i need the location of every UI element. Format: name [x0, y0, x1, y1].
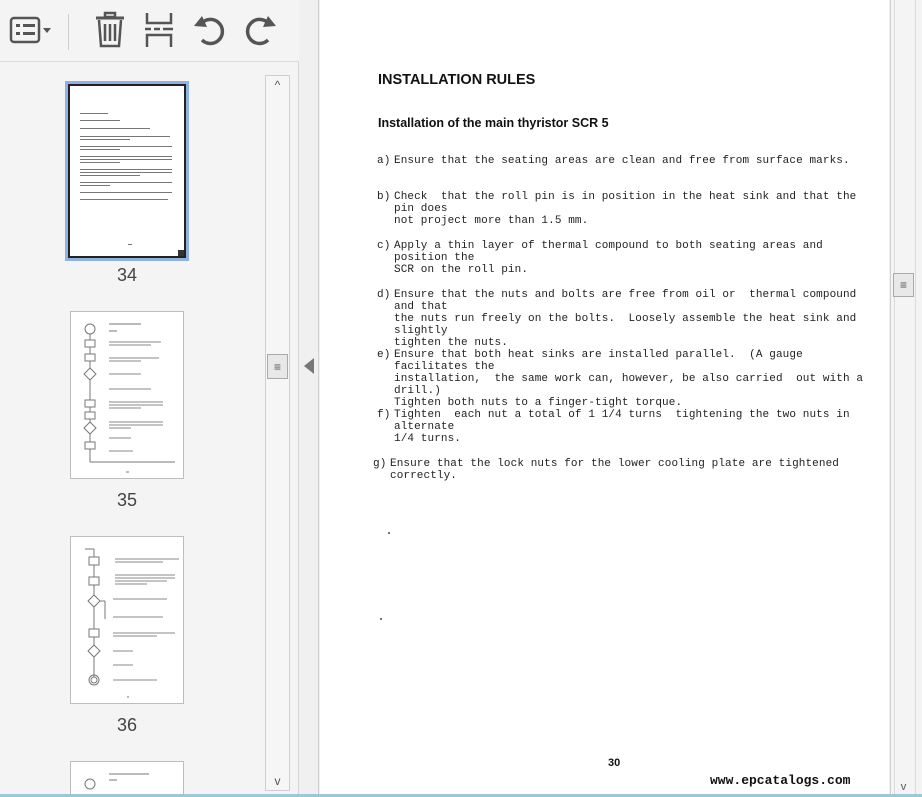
rule-label: a) [377, 155, 391, 167]
page-number-label: 35 [116, 490, 138, 510]
page-extract-icon [143, 11, 175, 54]
watermark: www.epcatalogs.com [710, 773, 851, 788]
rotate-counterclockwise-icon [192, 12, 228, 53]
page-thumbnail[interactable] [70, 536, 184, 704]
rule-label: c) [377, 240, 391, 252]
rule-item [373, 458, 863, 482]
rule-text: Ensure that the lock nuts for the lower cooling plate are tightened correctly. [390, 458, 846, 482]
page-thumbnail[interactable] [70, 761, 184, 797]
rule-label: d) [377, 289, 391, 301]
scroll-down-arrow-icon[interactable]: v [900, 781, 907, 793]
rule-label: b) [377, 191, 391, 203]
thumbnail-list [0, 63, 264, 797]
toolbar-separator [68, 14, 69, 50]
page-number-label: 36 [116, 715, 138, 735]
scrollbar-thumb[interactable]: ≡ [893, 273, 914, 297]
thumbnail-panel [0, 0, 299, 797]
scrollbar-track[interactable] [894, 0, 916, 797]
rotate-clockwise-icon [242, 12, 278, 53]
view-options-button[interactable] [6, 10, 56, 54]
thumbnail-scrollbar[interactable] [265, 75, 290, 791]
page-title: INSTALLATION RULES [378, 72, 536, 88]
scroll-up-arrow-icon[interactable]: ^ [274, 78, 281, 92]
rule-label: g) [373, 458, 387, 470]
page-number: 30 [608, 757, 621, 769]
scrollbar-thumb[interactable]: ≡ [267, 354, 288, 379]
page-thumbnail[interactable] [70, 311, 184, 479]
rule-item [377, 155, 867, 167]
toolbar [0, 0, 299, 62]
page-subtitle: Installation of the main thyristor SCR 5 [378, 116, 609, 130]
rule-text: Tighten each nut a total of 1 1/4 turns tightening the two nuts in alternate 1/4 turns. [394, 409, 850, 445]
rule-text: Ensure that the seating areas are clean and free from surface marks. [394, 155, 850, 167]
rule-text: Ensure that the nuts and bolts are free from oil or thermal compound and that the nuts run freely on the bolts. Loosely assemble the heat sink and slightly tighten the nuts. [394, 289, 857, 349]
scroll-down-arrow-icon[interactable]: v [274, 774, 281, 788]
rule-text: Apply a thin layer of thermal compound to both seating areas and position the SCR on the roll pin. [394, 240, 823, 276]
scan-speck [388, 532, 390, 534]
document-scrollbar[interactable] [890, 0, 922, 797]
rotate-right-button[interactable] [240, 10, 280, 54]
page-number-label: 34 [116, 265, 138, 285]
list-view-icon [9, 15, 53, 50]
collapse-panel-arrow-icon[interactable] [304, 358, 314, 374]
rule-item [377, 409, 867, 445]
scan-speck [380, 618, 382, 620]
rule-label: e) [377, 349, 391, 361]
rule-item [377, 349, 867, 409]
document-page [320, 0, 889, 797]
page-thumbnail[interactable] [68, 84, 186, 258]
extract-button[interactable] [140, 10, 178, 54]
rule-text: Ensure that both heat sinks are installed parallel. (A gauge facilitates the installation, the same work can, however, be also carried out with a drill.) Tighten both nuts to a finger-tight torque. [394, 349, 864, 409]
rule-item [377, 191, 867, 227]
rule-label: f) [377, 409, 391, 421]
rule-text: Check that the roll pin is in position in the heat sink and that the pin does not project more than 1.5 mm. [394, 191, 857, 227]
rule-item [377, 240, 867, 276]
rule-item [377, 289, 867, 349]
trash-icon [93, 11, 127, 54]
rotate-left-button[interactable] [190, 10, 230, 54]
panel-splitter[interactable] [300, 0, 319, 797]
delete-button[interactable] [90, 10, 130, 54]
